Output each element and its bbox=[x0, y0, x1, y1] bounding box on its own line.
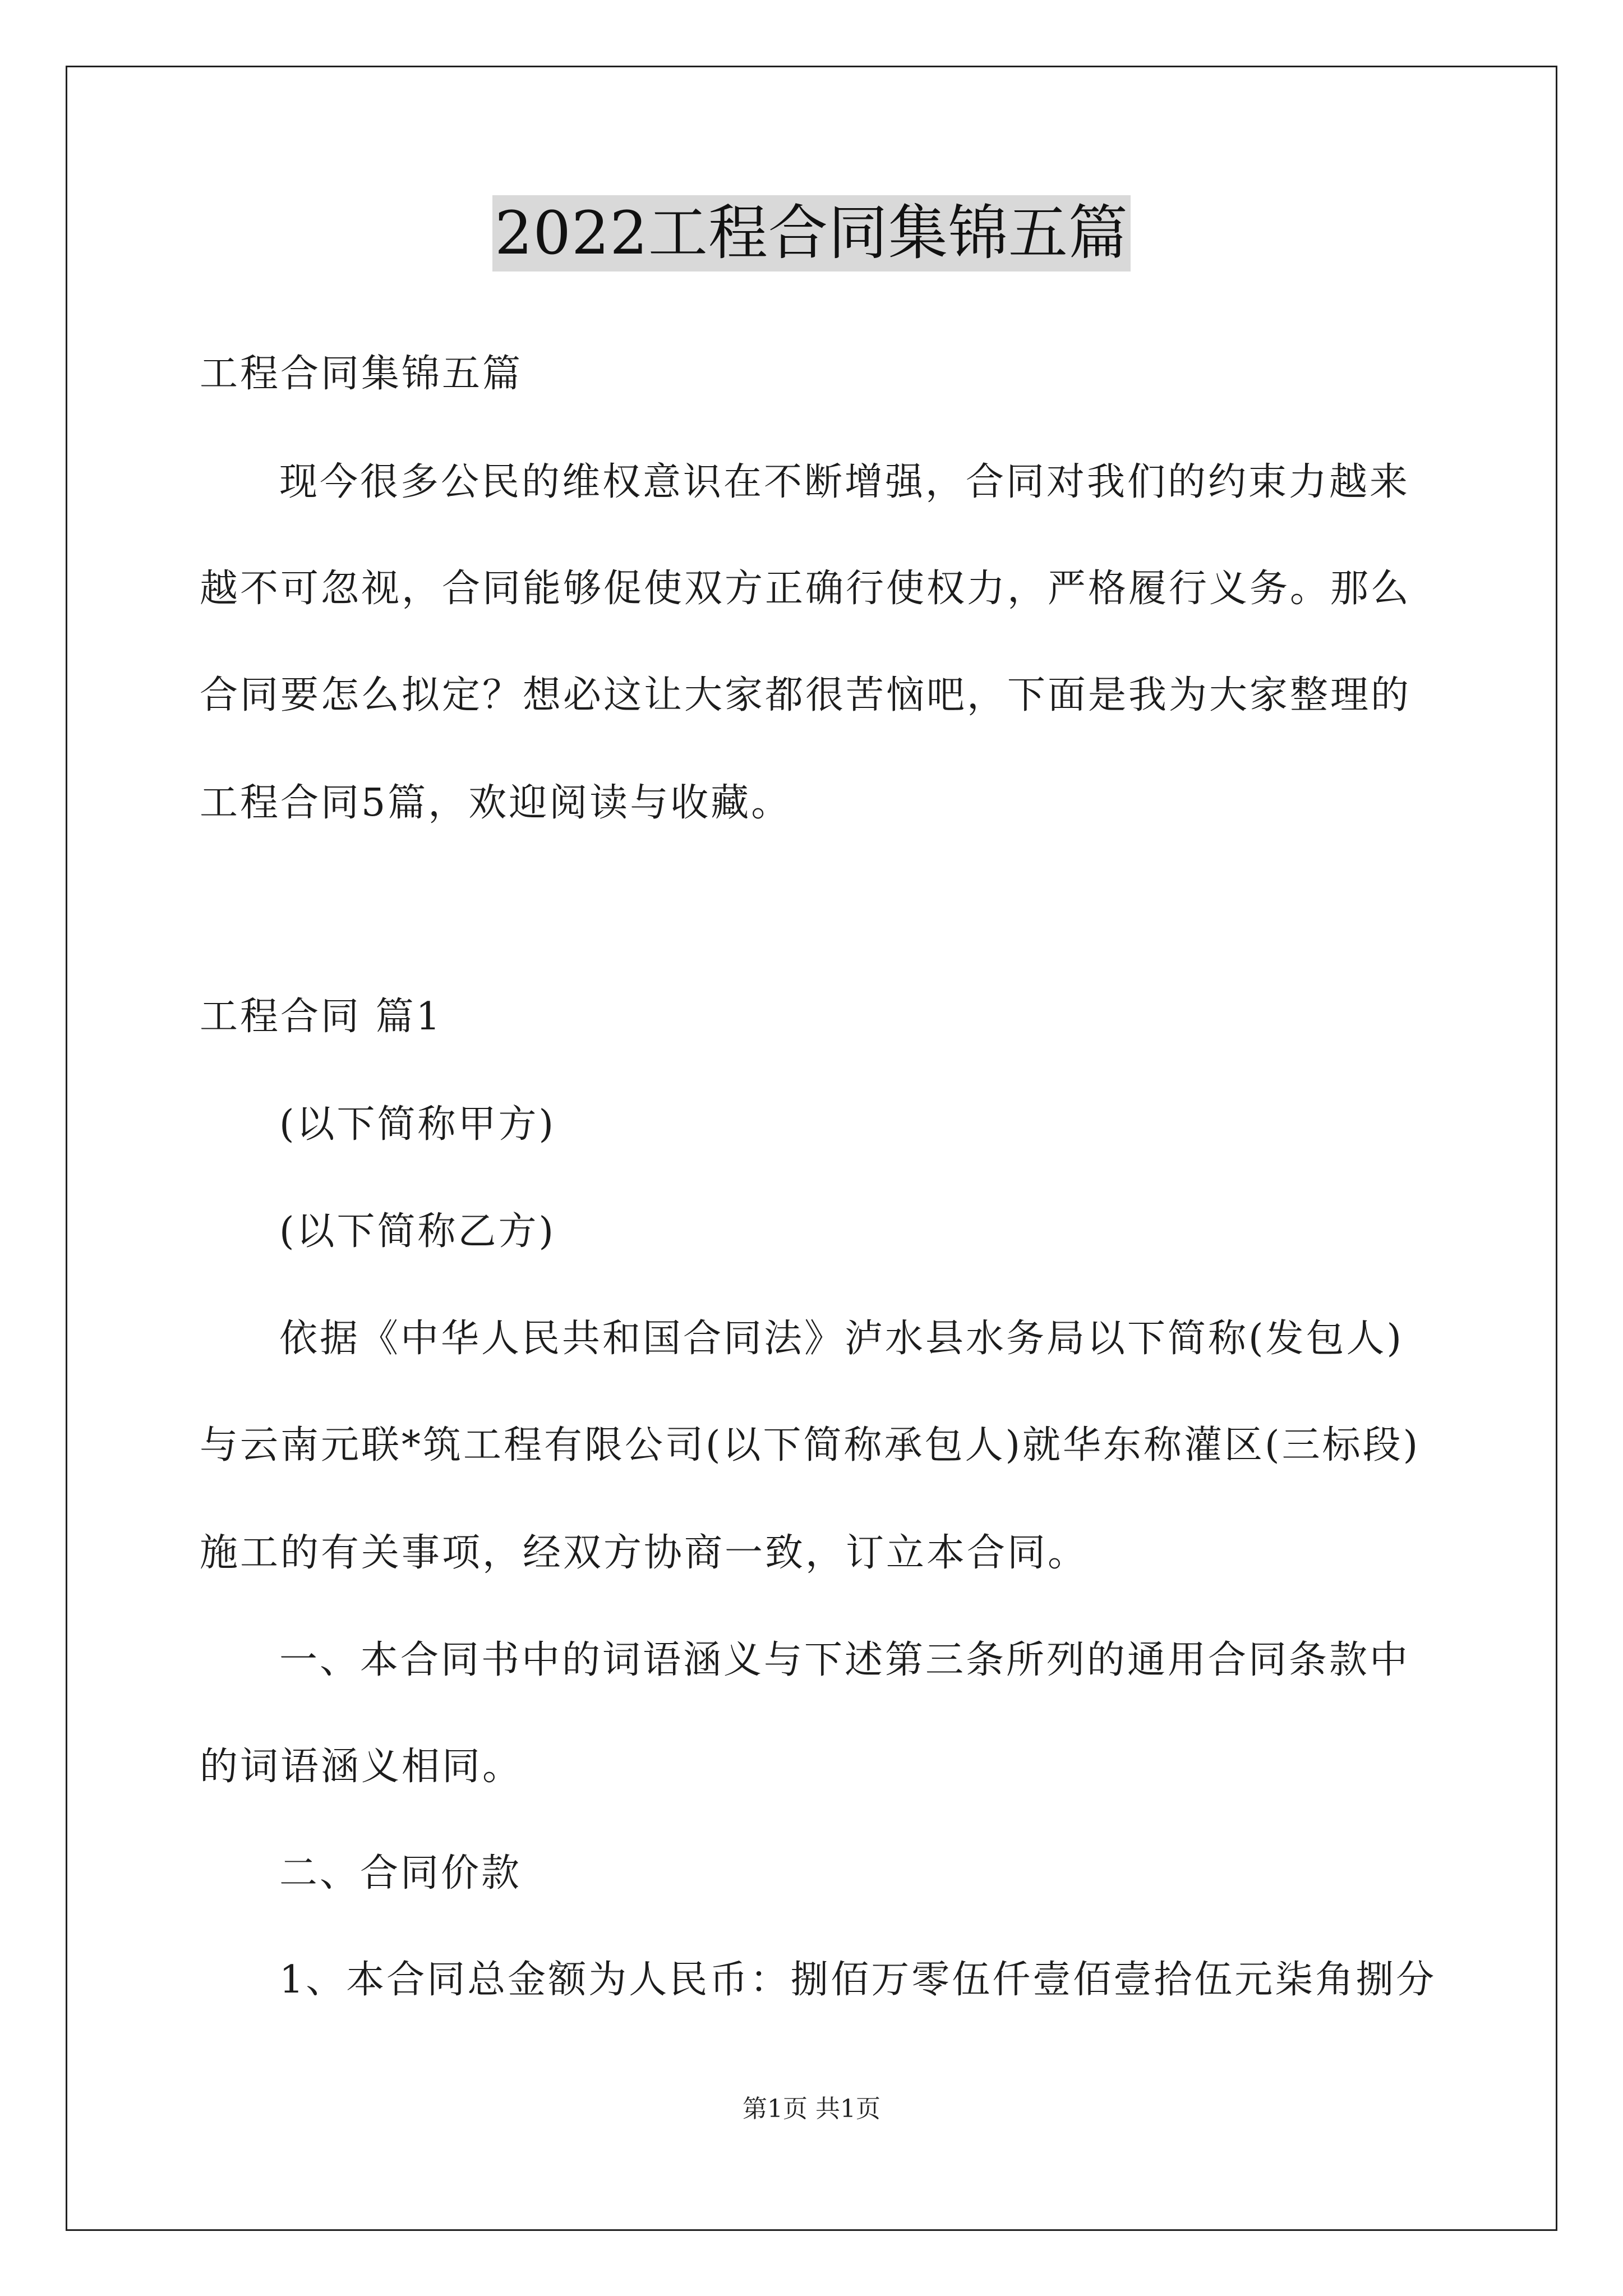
subtitle-line: 工程合同集锦五篇 bbox=[200, 352, 523, 396]
clause-one-line: 一、本合同书中的词语涵义与下述第三条所列的通用合同条款中 bbox=[279, 1638, 1410, 1682]
contract-amount-line: 1、本合同总金额为人民币：捌佰万零伍仟壹佰壹拾伍元柒角捌分 bbox=[279, 1958, 1437, 2002]
document-title-container bbox=[0, 195, 1623, 272]
clause-two-heading: 二、合同价款 bbox=[279, 1851, 522, 1895]
intro-paragraph-line: 越不可忽视，合同能够促使双方正确行使权力，严格履行义务。那么 bbox=[200, 567, 1412, 611]
contract-basis-line: 施工的有关事项，经双方协商一致，订立本合同。 bbox=[200, 1531, 1089, 1575]
party-a-line: (以下简称甲方) bbox=[279, 1102, 556, 1147]
intro-paragraph-line: 合同要怎么拟定？想必这让大家都很苦恼吧，下面是我为大家整理的 bbox=[200, 673, 1412, 717]
clause-one-line: 的词语涵义相同。 bbox=[200, 1745, 523, 1789]
contract-basis-line: 依据《中华人民共和国合同法》泸水县水务局以下简称(发包人) bbox=[279, 1317, 1404, 1361]
intro-paragraph-line: 工程合同5篇，欢迎阅读与收藏。 bbox=[200, 781, 792, 825]
section-heading: 工程合同 篇1 bbox=[200, 995, 442, 1039]
party-b-line: (以下简称乙方) bbox=[279, 1209, 556, 1254]
page-footer: 第1页 共1页 bbox=[743, 2095, 880, 2123]
intro-paragraph-line: 现今很多公民的维权意识在不断增强，合同对我们的约束力越来 bbox=[279, 460, 1410, 504]
document-title: 2022工程合同集锦五篇 bbox=[492, 195, 1131, 272]
contract-basis-line: 与云南元联*筑工程有限公司(以下简称承包人)就华东称灌区(三标段) bbox=[200, 1423, 1421, 1467]
